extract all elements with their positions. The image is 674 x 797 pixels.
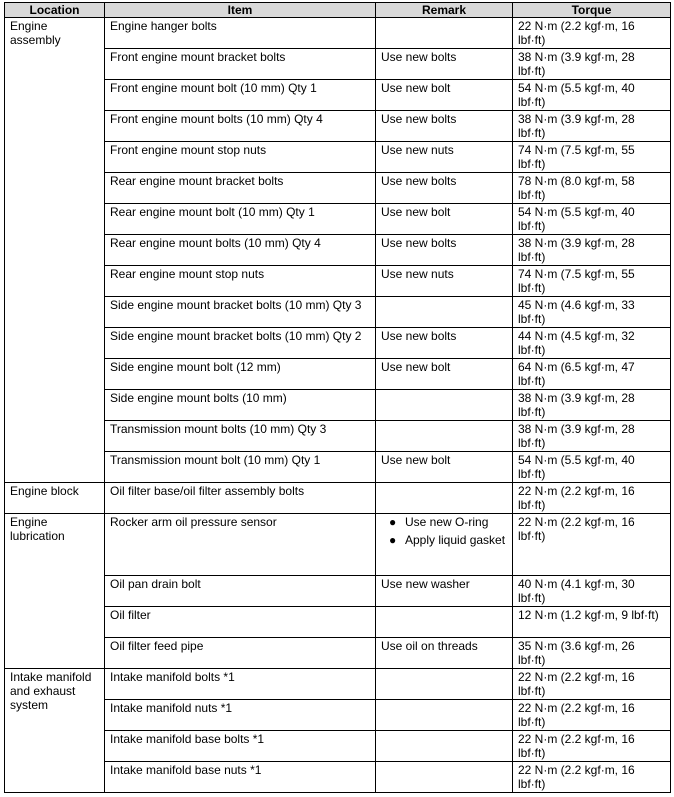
table-row <box>5 111 671 142</box>
remark-cell <box>376 731 513 762</box>
header-location: Location <box>5 3 105 18</box>
torque-cell: 78 N·m (8.0 kgf·m, 58 lbf·ft) <box>513 173 671 204</box>
remark-cell <box>376 607 513 638</box>
header-remark: Remark <box>376 3 513 18</box>
remark-cell: Use new washer <box>376 576 513 607</box>
remark-cell <box>376 762 513 793</box>
remark-bullet-text: Use new O-ring <box>405 515 489 529</box>
torque-cell: 38 N·m (3.9 kgf·m, 28 lbf·ft) <box>513 390 671 421</box>
item-cell: Rear engine mount bolts (10 mm) Qty 4 <box>105 235 376 266</box>
torque-cell: 54 N·m (5.5 kgf·m, 40 lbf·ft) <box>513 80 671 111</box>
remark-cell: Use oil on threads <box>376 638 513 669</box>
header-item: Item <box>105 3 376 18</box>
table-row <box>5 359 671 390</box>
table-row <box>5 49 671 80</box>
remark-cell: Use new bolts <box>376 235 513 266</box>
remark-cell: Use new bolt <box>376 80 513 111</box>
item-cell: Rear engine mount bolt (10 mm) Qty 1 <box>105 204 376 235</box>
torque-cell: 38 N·m (3.9 kgf·m, 28 lbf·ft) <box>513 421 671 452</box>
table-row <box>5 731 671 762</box>
bullet-icon: ● <box>389 533 397 547</box>
item-cell: Oil filter base/oil filter assembly bolts <box>105 483 376 514</box>
table-row <box>5 390 671 421</box>
table-body <box>5 18 671 793</box>
table-row <box>5 235 671 266</box>
header-row <box>5 3 671 18</box>
remark-cell <box>376 421 513 452</box>
torque-cell: 22 N·m (2.2 kgf·m, 16 lbf·ft) <box>513 700 671 731</box>
table-row <box>5 483 671 514</box>
torque-cell: 12 N·m (1.2 kgf·m, 9 lbf·ft) <box>513 607 671 638</box>
item-cell: Oil pan drain bolt <box>105 576 376 607</box>
item-cell: Engine hanger bolts <box>105 18 376 49</box>
item-cell: Rear engine mount stop nuts <box>105 266 376 297</box>
remark-cell: Use new bolt <box>376 452 513 483</box>
table-row <box>5 669 671 700</box>
table-row <box>5 638 671 669</box>
table-row <box>5 173 671 204</box>
table-row <box>5 452 671 483</box>
item-cell: Transmission mount bolt (10 mm) Qty 1 <box>105 452 376 483</box>
table-row <box>5 700 671 731</box>
torque-cell: 74 N·m (7.5 kgf·m, 55 lbf·ft) <box>513 142 671 173</box>
torque-cell: 22 N·m (2.2 kgf·m, 16 lbf·ft) <box>513 762 671 793</box>
torque-cell: 40 N·m (4.1 kgf·m, 30 lbf·ft) <box>513 576 671 607</box>
remark-bullet-item <box>387 533 507 547</box>
remark-cell: Use new bolts <box>376 49 513 80</box>
location-cell: Engine assembly <box>5 18 105 483</box>
item-cell: Intake manifold bolts *1 <box>105 669 376 700</box>
bullet-icon: ● <box>389 515 397 529</box>
torque-cell: 22 N·m (2.2 kgf·m, 16 lbf·ft) <box>513 483 671 514</box>
table-row <box>5 421 671 452</box>
item-cell: Front engine mount bolts (10 mm) Qty 4 <box>105 111 376 142</box>
remark-cell <box>376 18 513 49</box>
table-row <box>5 266 671 297</box>
remark-cell: Use new nuts <box>376 142 513 173</box>
torque-spec-table <box>4 2 671 793</box>
table-row <box>5 328 671 359</box>
remark-cell <box>376 390 513 421</box>
table-row <box>5 142 671 173</box>
item-cell: Oil filter feed pipe <box>105 638 376 669</box>
table-row <box>5 204 671 235</box>
remark-cell <box>376 700 513 731</box>
remark-cell: Use new nuts <box>376 266 513 297</box>
torque-cell: 35 N·m (3.6 kgf·m, 26 lbf·ft) <box>513 638 671 669</box>
torque-cell: 45 N·m (4.6 kgf·m, 33 lbf·ft) <box>513 297 671 328</box>
item-cell: Front engine mount bolt (10 mm) Qty 1 <box>105 80 376 111</box>
item-cell: Oil filter <box>105 607 376 638</box>
header-torque: Torque <box>513 3 671 18</box>
torque-cell: 38 N·m (3.9 kgf·m, 28 lbf·ft) <box>513 111 671 142</box>
item-cell: Side engine mount bracket bolts (10 mm) Qty 3 <box>105 297 376 328</box>
torque-cell: 22 N·m (2.2 kgf·m, 16 lbf·ft) <box>513 731 671 762</box>
item-cell: Front engine mount bracket bolts <box>105 49 376 80</box>
table-row <box>5 80 671 111</box>
remark-cell: Use new bolts <box>376 328 513 359</box>
table-row <box>5 607 671 638</box>
item-cell: Side engine mount bolts (10 mm) <box>105 390 376 421</box>
torque-cell: 44 N·m (4.5 kgf·m, 32 lbf·ft) <box>513 328 671 359</box>
torque-cell: 38 N·m (3.9 kgf·m, 28 lbf·ft) <box>513 235 671 266</box>
remark-bullet-item <box>387 515 507 529</box>
remark-cell: Use new bolt <box>376 204 513 235</box>
table-row <box>5 297 671 328</box>
item-cell: Rear engine mount bracket bolts <box>105 173 376 204</box>
table-row <box>5 576 671 607</box>
item-cell: Intake manifold base bolts *1 <box>105 731 376 762</box>
remark-bullet-text: Apply liquid gasket <box>405 533 506 547</box>
remark-cell: Use new bolts <box>376 173 513 204</box>
torque-cell: 74 N·m (7.5 kgf·m, 55 lbf·ft) <box>513 266 671 297</box>
location-cell: Engine block <box>5 483 105 514</box>
torque-cell: 22 N·m (2.2 kgf·m, 16 lbf·ft) <box>513 669 671 700</box>
item-cell: Intake manifold nuts *1 <box>105 700 376 731</box>
remark-cell: Use new bolt <box>376 359 513 390</box>
remark-cell <box>376 483 513 514</box>
item-cell: Front engine mount stop nuts <box>105 142 376 173</box>
torque-cell: 22 N·m (2.2 kgf·m, 16 lbf·ft) <box>513 514 671 576</box>
item-cell: Intake manifold base nuts *1 <box>105 762 376 793</box>
item-cell: Side engine mount bracket bolts (10 mm) Qty 2 <box>105 328 376 359</box>
table-row <box>5 514 671 576</box>
remark-cell <box>376 514 513 576</box>
item-cell: Transmission mount bolts (10 mm) Qty 3 <box>105 421 376 452</box>
location-cell: Engine lubrication <box>5 514 105 669</box>
torque-cell: 38 N·m (3.9 kgf·m, 28 lbf·ft) <box>513 49 671 80</box>
remark-cell: Use new bolts <box>376 111 513 142</box>
table-row <box>5 762 671 793</box>
torque-cell: 54 N·m (5.5 kgf·m, 40 lbf·ft) <box>513 452 671 483</box>
item-cell: Side engine mount bolt (12 mm) <box>105 359 376 390</box>
remark-cell <box>376 669 513 700</box>
location-cell: Intake manifold and exhaust system <box>5 669 105 793</box>
item-cell: Rocker arm oil pressure sensor <box>105 514 376 576</box>
remark-cell <box>376 297 513 328</box>
torque-cell: 64 N·m (6.5 kgf·m, 47 lbf·ft) <box>513 359 671 390</box>
torque-cell: 54 N·m (5.5 kgf·m, 40 lbf·ft) <box>513 204 671 235</box>
remark-bullet-list <box>381 515 507 547</box>
torque-cell: 22 N·m (2.2 kgf·m, 16 lbf·ft) <box>513 18 671 49</box>
table-row <box>5 18 671 49</box>
